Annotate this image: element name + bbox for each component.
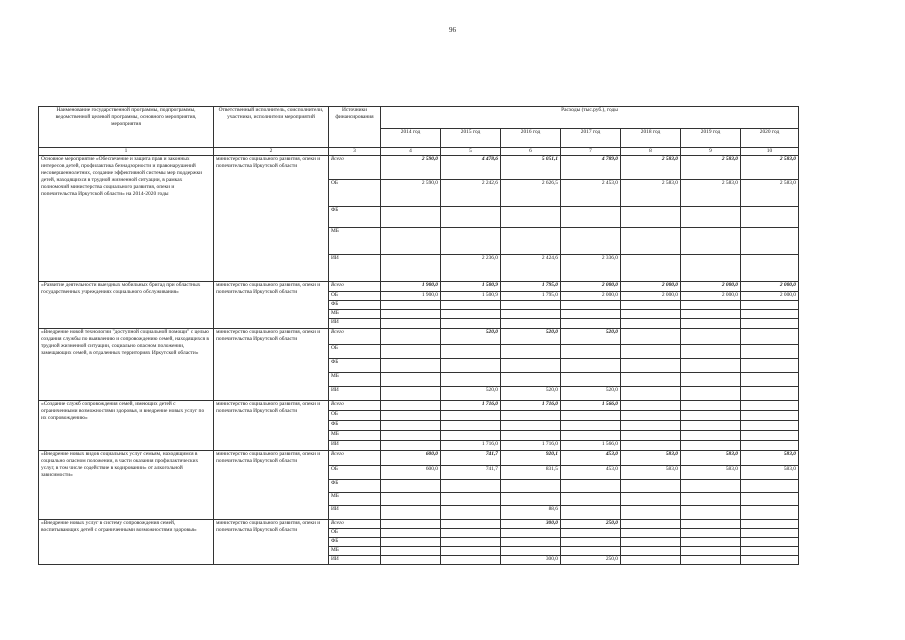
expense-value: 583,0 [621,451,681,466]
expense-value [741,373,799,387]
expense-value [501,373,561,387]
expense-value: 2 583,0 [741,156,799,180]
expense-value [501,207,561,228]
expense-value [681,411,741,421]
expense-value: 1 795,0 [501,292,561,301]
expense-value [741,506,799,520]
funding-source: ИИ [329,319,381,329]
expense-value [501,547,561,556]
expense-value [441,345,501,359]
expense-value [741,520,799,529]
expense-value [441,480,501,493]
funding-source: ИИ [329,255,381,282]
expense-value [381,359,441,373]
expense-value [681,255,741,282]
expense-value [381,547,441,556]
expense-value [561,431,621,441]
expense-value [621,301,681,310]
expense-value [381,310,441,319]
expense-value: 600,0 [381,451,441,466]
expense-value [441,538,501,547]
expense-value [741,319,799,329]
expense-value [621,441,681,451]
measure-name: «Создание служб сопровождения семей, имеющих детей с ограниченными возможностями здоровья, и внедрение новых услуг по их сопровождению» [39,401,214,451]
expense-value [621,493,681,506]
expense-value [381,401,441,411]
expense-value [381,529,441,538]
expense-value [621,480,681,493]
expense-value [441,359,501,373]
expense-value [381,480,441,493]
expense-value: 1 716,0 [441,441,501,451]
expense-value [681,319,741,329]
expense-value: 453,0 [561,466,621,480]
measure-executor: министерство социального развития, опеки и попечительства Иркутской области [214,451,329,520]
expense-value [621,547,681,556]
expense-value [681,520,741,529]
funding-source: МБ [329,493,381,506]
expense-value [441,529,501,538]
expense-value [741,255,799,282]
expense-value: 1 500,9 [441,282,501,292]
header-col-executor: Ответственный исполнитель, соисполнители, участники, исполнители мероприятий [214,107,329,148]
expense-value [381,255,441,282]
expense-value [561,359,621,373]
expense-value: 1 900,0 [381,292,441,301]
measure-executor: министерство социального развития, опеки и попечительства Иркутской области [214,520,329,565]
expense-value [681,310,741,319]
funding-source: ФБ [329,421,381,431]
expense-value [501,411,561,421]
expense-value: 520,0 [561,387,621,401]
expense-value: 2 000,0 [741,282,799,292]
expense-value: 2 000,0 [561,282,621,292]
expense-value [501,228,561,255]
expense-value [741,401,799,411]
header-year: 2014 год [381,129,441,148]
expense-value [621,319,681,329]
expense-value: 2 336,0 [561,255,621,282]
expense-value [561,310,621,319]
expense-value [561,506,621,520]
expense-value [561,547,621,556]
expense-value [681,538,741,547]
expense-value [561,480,621,493]
funding-source: ОБ [329,529,381,538]
expense-value: 2 000,0 [561,292,621,301]
expense-value [741,529,799,538]
expense-value: 2 583,0 [741,180,799,207]
expense-value [441,431,501,441]
expense-value: 4 478,6 [441,156,501,180]
expense-value [381,441,441,451]
expense-value: 2 626,5 [501,180,561,207]
expense-value [621,345,681,359]
expense-value [621,373,681,387]
expense-value: 520,0 [501,329,561,345]
expense-value: 2 424,6 [501,255,561,282]
expense-value: 583,0 [681,466,741,480]
expense-value [501,345,561,359]
expense-value [681,441,741,451]
expense-value: 300,0 [501,520,561,529]
expense-value: 831,5 [501,466,561,480]
expense-value [441,506,501,520]
expense-value: 520,0 [441,329,501,345]
funding-source: ИИ [329,387,381,401]
expense-value [681,421,741,431]
expense-value [561,228,621,255]
expense-value [561,373,621,387]
expense-value [681,373,741,387]
header-col-expenses: Расходы (тыс.руб.), годы [381,107,799,129]
header-year: 2019 год [681,129,741,148]
expense-value: 1 716,0 [441,401,501,411]
expense-value [381,493,441,506]
expense-value [741,547,799,556]
column-number: 6 [501,148,561,156]
expense-value: 520,0 [561,329,621,345]
measure-name: «Внедрение новых видов социальных услуг семьям, находящимся в социально опасном положении, в части оказания профилактических услуг, в том числе содействие в кодировании» от алкогольной зависимости» [39,451,214,520]
expense-value [561,529,621,538]
funding-source: ФБ [329,480,381,493]
expense-value: 2 000,0 [681,292,741,301]
expense-value: 583,0 [741,451,799,466]
expense-value [441,319,501,329]
expense-value: 2 590,0 [381,156,441,180]
expense-value [681,345,741,359]
expense-value: 88,6 [501,506,561,520]
expense-value [681,556,741,565]
expense-value [381,228,441,255]
page-number: 96 [449,26,456,34]
expense-value [621,411,681,421]
header-year: 2018 год [621,129,681,148]
expense-value: 1 795,0 [501,282,561,292]
expense-value: 1 716,0 [501,441,561,451]
measure-name: «Развитие деятельности выездных мобильных бригад при областных государственных учреждениях социального обслуживания» [39,282,214,329]
expense-value [681,480,741,493]
funding-source: ОБ [329,180,381,207]
expense-value: 4 789,0 [561,156,621,180]
expense-value [441,556,501,565]
header-year: 2016 год [501,129,561,148]
expense-value: 1 500,9 [441,292,501,301]
expense-value [741,207,799,228]
expense-value [561,345,621,359]
expense-value [441,373,501,387]
expense-value [681,401,741,411]
header-year: 2020 год [741,129,799,148]
column-number: 7 [561,148,621,156]
funding-source: МБ [329,373,381,387]
expense-value [381,319,441,329]
expense-value: 2 000,0 [621,292,681,301]
expense-value [381,207,441,228]
expense-value [741,538,799,547]
column-number: 5 [441,148,501,156]
expense-value [741,387,799,401]
expense-value [501,538,561,547]
expense-value: 453,0 [561,451,621,466]
expense-value [561,538,621,547]
expense-value [621,529,681,538]
funding-source: Всего [329,156,381,180]
column-number: 4 [381,148,441,156]
expense-value [681,301,741,310]
expense-value: 2 000,0 [681,282,741,292]
column-number: 9 [681,148,741,156]
expense-value [441,301,501,310]
expense-value [561,421,621,431]
expense-value [561,207,621,228]
funding-source: МБ [329,310,381,319]
funding-source: ФБ [329,538,381,547]
expense-value: 5 051,1 [501,156,561,180]
expense-value [681,493,741,506]
expense-value: 583,0 [681,451,741,466]
expense-value [441,310,501,319]
expense-value [501,493,561,506]
expense-value [381,301,441,310]
expense-value [741,345,799,359]
expense-value: 1 900,0 [381,282,441,292]
expense-value: 2 583,0 [681,180,741,207]
expense-value [741,329,799,345]
expense-value: 1 566,0 [561,401,621,411]
expense-value [621,431,681,441]
expense-value [741,228,799,255]
expense-value: 600,0 [381,466,441,480]
expense-value [621,329,681,345]
measure-name: «Внедрение новой технологии "доступной социальной помощи" с целью создания службы по выявлению и сопровождению семей, находящихся в трудной жизненной ситуации, социально опасном положении, замещающих семей, в отдаленных территориях Иркутской области» [39,329,214,401]
expense-value [621,556,681,565]
expense-value: 1 566,0 [561,441,621,451]
expense-value [681,228,741,255]
expense-value: 1 716,0 [501,401,561,411]
expense-value [501,421,561,431]
funding-source: ФБ [329,207,381,228]
expense-value [441,520,501,529]
expense-value: 520,0 [501,387,561,401]
column-number: 3 [329,148,381,156]
funding-source: МБ [329,547,381,556]
column-number: 10 [741,148,799,156]
expense-value [561,493,621,506]
expense-value: 250,0 [561,556,621,565]
measure-executor: министерство социального развития, опеки и попечительства Иркутской области [214,329,329,401]
expense-value [561,319,621,329]
expense-value [501,301,561,310]
expense-value [381,345,441,359]
funding-source: МБ [329,431,381,441]
header-col-source: Источники финансирования [329,107,381,148]
expense-value [501,310,561,319]
expense-value [441,411,501,421]
expense-value: 2 590,0 [381,180,441,207]
funding-source: ИИ [329,506,381,520]
funding-source: ОБ [329,411,381,421]
expense-value [741,480,799,493]
column-number: 1 [39,148,214,156]
funding-source: ОБ [329,466,381,480]
expense-value [681,359,741,373]
funding-source: МБ [329,228,381,255]
expense-value [381,329,441,345]
expense-value [621,207,681,228]
expense-value: 2 453,0 [561,180,621,207]
expense-value [501,431,561,441]
funding-source: Всего [329,451,381,466]
expense-value [381,556,441,565]
funding-source: ИИ [329,556,381,565]
funding-source: Всего [329,520,381,529]
expense-value: 2 583,0 [681,156,741,180]
expense-value [621,520,681,529]
expense-value [621,401,681,411]
expense-value [441,547,501,556]
expense-value [621,310,681,319]
expense-value [561,411,621,421]
column-number: 2 [214,148,329,156]
expense-value: 583,0 [621,466,681,480]
funding-source: ФБ [329,359,381,373]
expense-value: 2 000,0 [741,292,799,301]
measure-executor: министерство социального развития, опеки и попечительства Иркутской области [214,401,329,451]
header-year: 2017 год [561,129,621,148]
expense-value [381,411,441,421]
expense-value: 920,1 [501,451,561,466]
funding-source: ИИ [329,441,381,451]
expense-value [381,421,441,431]
expense-value [681,329,741,345]
expense-value: 741,7 [441,466,501,480]
expense-value [741,441,799,451]
header-year: 2015 год [441,129,501,148]
expense-value [741,556,799,565]
funding-source: Всего [329,401,381,411]
funding-source: ОБ [329,345,381,359]
expense-value [741,301,799,310]
expense-value [501,480,561,493]
expense-value [381,520,441,529]
expense-value [681,506,741,520]
expense-value: 2 583,0 [621,156,681,180]
expense-value [741,421,799,431]
expense-value [621,387,681,401]
expense-value [621,255,681,282]
expense-value [621,538,681,547]
expense-value: 2 242,6 [441,180,501,207]
expense-value [501,359,561,373]
expense-value [501,319,561,329]
measure-executor: министерство социального развития, опеки и попечительства Иркутской области [214,156,329,282]
expense-value [441,207,501,228]
expense-value: 300,0 [501,556,561,565]
measure-name: «Внедрение новых услуг в систему сопровождения семей, воспитывающих детей с ограниченными возможностями здоровья» [39,520,214,565]
expense-value [381,431,441,441]
measure-executor: министерство социального развития, опеки и попечительства Иркутской области [214,282,329,329]
expense-value [621,359,681,373]
column-number: 8 [621,148,681,156]
expense-value [441,493,501,506]
expense-value: 583,0 [741,466,799,480]
expense-value: 250,0 [561,520,621,529]
expense-value [681,207,741,228]
expense-value [381,506,441,520]
expense-value [621,228,681,255]
expense-value [561,301,621,310]
funding-source: Всего [329,329,381,345]
expense-value [501,529,561,538]
funding-source: Всего [329,282,381,292]
expense-value [681,431,741,441]
expense-value: 2 236,0 [441,255,501,282]
expense-value: 2 583,0 [621,180,681,207]
expense-value [441,228,501,255]
header-col-name: Наименование государственной программы, подпрограммы, ведомственной целевой программы, основного мероприятия, мероприятия [39,107,214,148]
expense-value [681,547,741,556]
expense-value [441,421,501,431]
expense-value [381,538,441,547]
measure-name: Основное мероприятие «Обеспечение и защита прав и законных интересов детей, профилактика безнадзорности и правонарушений несовершеннолетних, создание эффективной системы мер поддержки детей, находящихся в трудной жизненной ситуации, в рамках полномочий министерства социального развития, опеки и попечительства Иркутской области» на 2014-2020 годы [39,156,214,282]
funding-source: ФБ [329,301,381,310]
expense-value [741,411,799,421]
expense-value [741,310,799,319]
expense-value [741,493,799,506]
expense-value: 741,7 [441,451,501,466]
expense-value [741,431,799,441]
expense-value: 2 000,0 [621,282,681,292]
expense-value: 520,0 [441,387,501,401]
expense-value [681,387,741,401]
expense-value [741,359,799,373]
expense-value [621,506,681,520]
funding-source: ОБ [329,292,381,301]
budget-table [38,106,799,565]
expense-value [381,387,441,401]
expense-value [681,529,741,538]
expense-value [621,421,681,431]
expense-value [381,373,441,387]
